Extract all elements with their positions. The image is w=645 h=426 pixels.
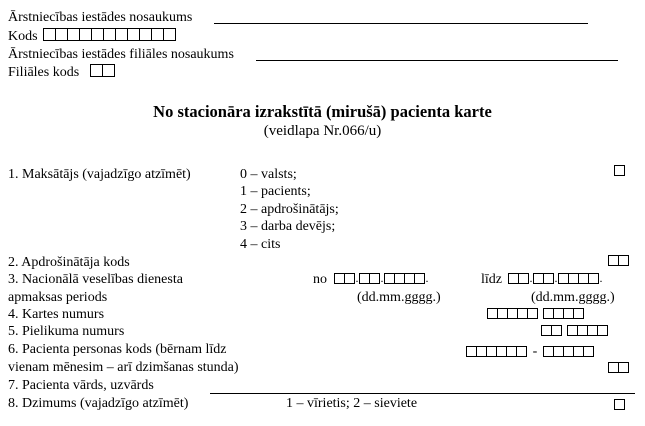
form-subtitle: (veidlapa Nr.066/u) — [263, 123, 382, 139]
code-box[interactable] — [102, 64, 115, 77]
to-label: līdz — [481, 272, 502, 287]
code-box[interactable] — [163, 28, 176, 41]
date-dot: . — [554, 271, 558, 285]
facility-code-boxes[interactable] — [43, 28, 176, 41]
personal-code-label-line1: 6. Pacienta personas kods (bērnam līdz — [8, 342, 227, 357]
personal-code-dash: - — [532, 344, 538, 359]
date-dot: . — [355, 271, 359, 285]
code-box[interactable] — [597, 325, 608, 336]
date-dot: . — [529, 271, 533, 285]
code-box[interactable] — [583, 346, 594, 357]
date-dot: . — [425, 271, 429, 285]
branch-code-boxes[interactable] — [90, 64, 115, 77]
gender-options: 1 – vīrietis; 2 – sieviete — [286, 396, 418, 411]
code-label: Kods — [8, 29, 38, 44]
date-box[interactable] — [369, 273, 380, 284]
patient-name-label: 7. Pacienta vārds, uzvārds — [8, 378, 154, 393]
date-dot: . — [599, 271, 603, 285]
checkbox[interactable] — [614, 399, 625, 410]
card-number-boxes[interactable] — [487, 308, 584, 319]
gender-checkbox[interactable] — [614, 399, 625, 410]
appendix-number-label: 5. Pielikuma numurs — [8, 324, 125, 339]
date-from-boxes[interactable] — [334, 273, 429, 284]
card-number-label: 4. Kartes numurs — [8, 307, 105, 322]
date-format-hint-from: (dd.mm.gggg.) — [357, 290, 441, 305]
date-box[interactable] — [588, 273, 599, 284]
date-to-boxes[interactable] — [508, 273, 603, 284]
payer-label: 1. Maksātājs (vajadzīgo atzīmēt) — [8, 167, 191, 182]
date-box[interactable] — [344, 273, 355, 284]
birth-hour-boxes[interactable] — [608, 362, 629, 373]
branch-name-field[interactable] — [256, 60, 618, 61]
form-title: No stacionāra izrakstītā (mirušā) pacienta karte — [153, 102, 492, 121]
payer-option: 4 – cits — [240, 237, 281, 252]
date-box[interactable] — [414, 273, 425, 284]
code-box[interactable] — [516, 346, 527, 357]
appendix-number-boxes[interactable] — [541, 325, 608, 336]
from-label: no — [313, 272, 327, 287]
patient-name-field[interactable] — [210, 393, 635, 394]
date-dot: . — [380, 271, 384, 285]
code-box[interactable] — [618, 362, 629, 373]
date-box[interactable] — [518, 273, 529, 284]
gender-label: 8. Dzimums (vajadzīgo atzīmēt) — [8, 396, 189, 411]
code-box[interactable] — [551, 325, 562, 336]
payer-option: 1 – pacients; — [240, 184, 311, 199]
date-format-hint-to: (dd.mm.gggg.) — [531, 290, 615, 305]
payer-option: 3 – darba devējs; — [240, 219, 336, 234]
personal-code-label-line2: vienam mēnesim – arī dzimšanas stunda) — [8, 360, 239, 375]
insurer-code-label: 2. Apdrošinātāja kods — [8, 255, 130, 270]
code-box[interactable] — [527, 308, 538, 319]
payment-period-label-line2: apmaksas periods — [8, 290, 108, 305]
branch-name-label: Ārstniecības iestādes filiāles nosaukums — [8, 47, 234, 62]
date-box[interactable] — [543, 273, 554, 284]
personal-code-boxes[interactable] — [466, 346, 594, 357]
payer-option: 0 – valsts; — [240, 167, 297, 182]
payer-option: 2 – apdrošinātājs; — [240, 202, 339, 217]
facility-name-label: Ārstniecības iestādes nosaukums — [8, 10, 193, 25]
code-box[interactable] — [573, 308, 584, 319]
checkbox[interactable] — [614, 165, 625, 176]
insurer-code-boxes[interactable] — [608, 255, 629, 266]
branch-code-label: Filiāles kods — [8, 65, 80, 80]
facility-name-field[interactable] — [214, 23, 588, 24]
code-box[interactable] — [618, 255, 629, 266]
payment-period-label-line1: 3. Nacionālā veselības dienesta — [8, 272, 183, 287]
payer-checkbox[interactable] — [614, 165, 625, 176]
